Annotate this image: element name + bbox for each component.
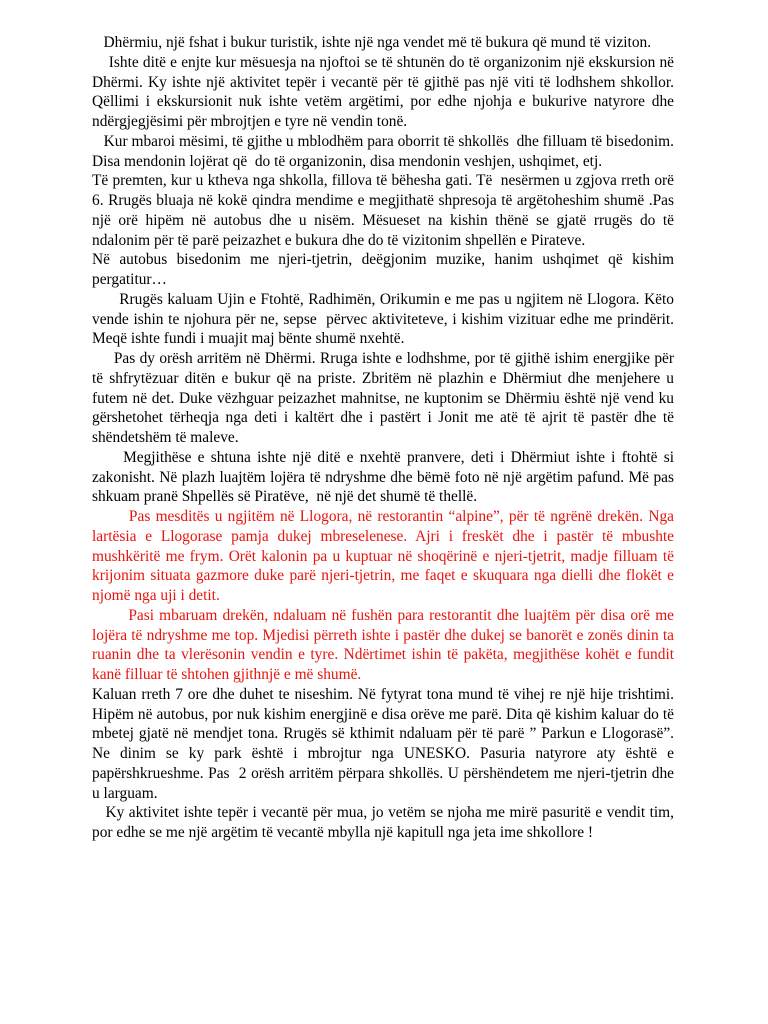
paragraph-return: Kaluan rreth 7 ore dhe duhet te niseshim. Në fytyrat tona mund të vihej re një hije trishtimi. Hipëm në autobus, por nuk kishim energjinë e disa orëve me parë. Dita që kishim kaluar do të mbetej gjatë në mendjet tona. Rrugës së kthimit ndaluam për të parë ” Parkun e Llogorasë”. Ne dinim se ky park është i mbrojtur nga UNESKO. Pasuria natyrore aty është e papërshkrueshme. Pas 2 orësh arritëm përpara shkollës. U përshëndetem me njeri-tjetrin dhe u larguam.	[92, 685, 678, 802]
paragraph-games-highlighted: Pasi mbaruam drekën, ndaluam në fushën para restorantit dhe luajtëm për disa orë me lojëra të ndryshme me top. Mjedisi përreth ishte i pastër dhe dukej se banorët e zonës dinin ta ruanin dhe ta vlerësonin vendin e tyre. Ndërtimet ishin të pakëta, megjithëse kohët e fundit kanë filluar të shtohen gjithnjë e më shumë.	[92, 606, 678, 683]
paragraph-route: Rrugës kaluam Ujin e Ftohtë, Radhimën, Orikumin e me pas u ngjitem në Llogora. Këto vende ishin te njohura për ne, sepse përvec aktiviteteve, i kishim vizituar edhe me prindërit. Meqë ishte fundi i muajit maj bënte shumë nxehtë.	[92, 290, 682, 348]
paragraph-departure: Të premten, kur u ktheva nga shkolla, fillova të bëhesha gati. Të nesërmen u zgjova rreth orë 6. Rrugës bluaja në kokë qindra mendime e megjithatë shpresoja të argëtoheshim shumë .Pas një orë hipëm në autobus dhe u nisëm. Mësueset na kishin thënë se gjatë rrugës do të ndalonim për të parë peizazhet e bukura dhe do të vizitonim shpellën e Pirateve.	[92, 172, 678, 249]
paragraph-bus: Në autobus bisedonim me njeri-tjetrin, deëgjonim muzike, hanim ushqimet që kishim pergatitur…	[92, 251, 678, 288]
paragraph-announcement: Ishte ditë e enjte kur mësuesja na njoftoi se të shtunën do të organizonim një ekskursion në Dhërmi. Ky ishte një aktivitet tepër i vecantë për të gjithë pas një viti të lodhshem shkollor. Qëllimi i ekskursionit nuk ishte vetëm argëtimi, por edhe njohja e bukurive natyrore dhe ndërgjegjësimi për mbrojtjen e tyre në vendin tonë.	[92, 53, 678, 130]
paragraph-beach: Megjithëse e shtuna ishte një ditë e nxehtë pranvere, deti i Dhërmiut ishte i ftohtë si zakonisht. Në plazh luajtëm lojëra të ndryshme dhe bëmë foto në një argëtim pafund. Më pas shkuam pranë Shpellës së Piratëve, në një det shumë të thellë.	[92, 448, 678, 506]
paragraph-conclusion: Ky aktivitet ishte tepër i vecantë për mua, jo vetëm se njoha me mirë pasuritë e vendit tim, por edhe se me një argëtim të vecantë mbylla një kapitull nga jeta ime shkollore !	[92, 804, 678, 841]
paragraph-arrival: Pas dy orësh arritëm në Dhërmi. Rruga ishte e lodhshme, por të gjithë ishim energjike për të shfrytëzuar ditën e bukur që na priste. Zbritëm në plazhin e Dhërmiut dhe menjehere u futem në det. Duke vëzhguar peizazhet mahnitse, ne kuptonim se Dhërmiu është një vend ku gërshetohet tërheqja nga deti i kaltërt dhe i pastërt i Jonit me atë të ajrit të pastër dhe të shëndetshëm të maleve.	[92, 350, 678, 446]
paragraph-lunch-highlighted: Pas mesditës u ngjitëm në Llogora, në restorantin “alpine”, për të ngrënë drekën. Nga lartësia e Llogorase pamja dukej mbreselenese. Ajri i freskët dhe i pastër të mbushte mushkëritë me frym. Orët kalonin pa u kuptuar në shoqërinë e njeri-tjetrit, madje filluam të krijonim situata gazmore duke parë njeri-tjetrin, me faqet e skuquara nga dielli dhe flokët e njomë nga uji i detit.	[92, 508, 678, 604]
document-page	[92, 33, 682, 843]
paragraph-school-gathering: Kur mbaroi mësimi, të gjithe u mblodhëm para oborrit të shkollës dhe filluam të bisedonim. Disa mendonin lojërat që do të organizonin, disa mendonin veshjen, ushqimet, etj.	[92, 132, 678, 170]
paragraph-intro: Dhërmiu, një fshat i bukur turistik, ishte një nga vendet më të bukura që mund të viziton.	[92, 34, 652, 51]
